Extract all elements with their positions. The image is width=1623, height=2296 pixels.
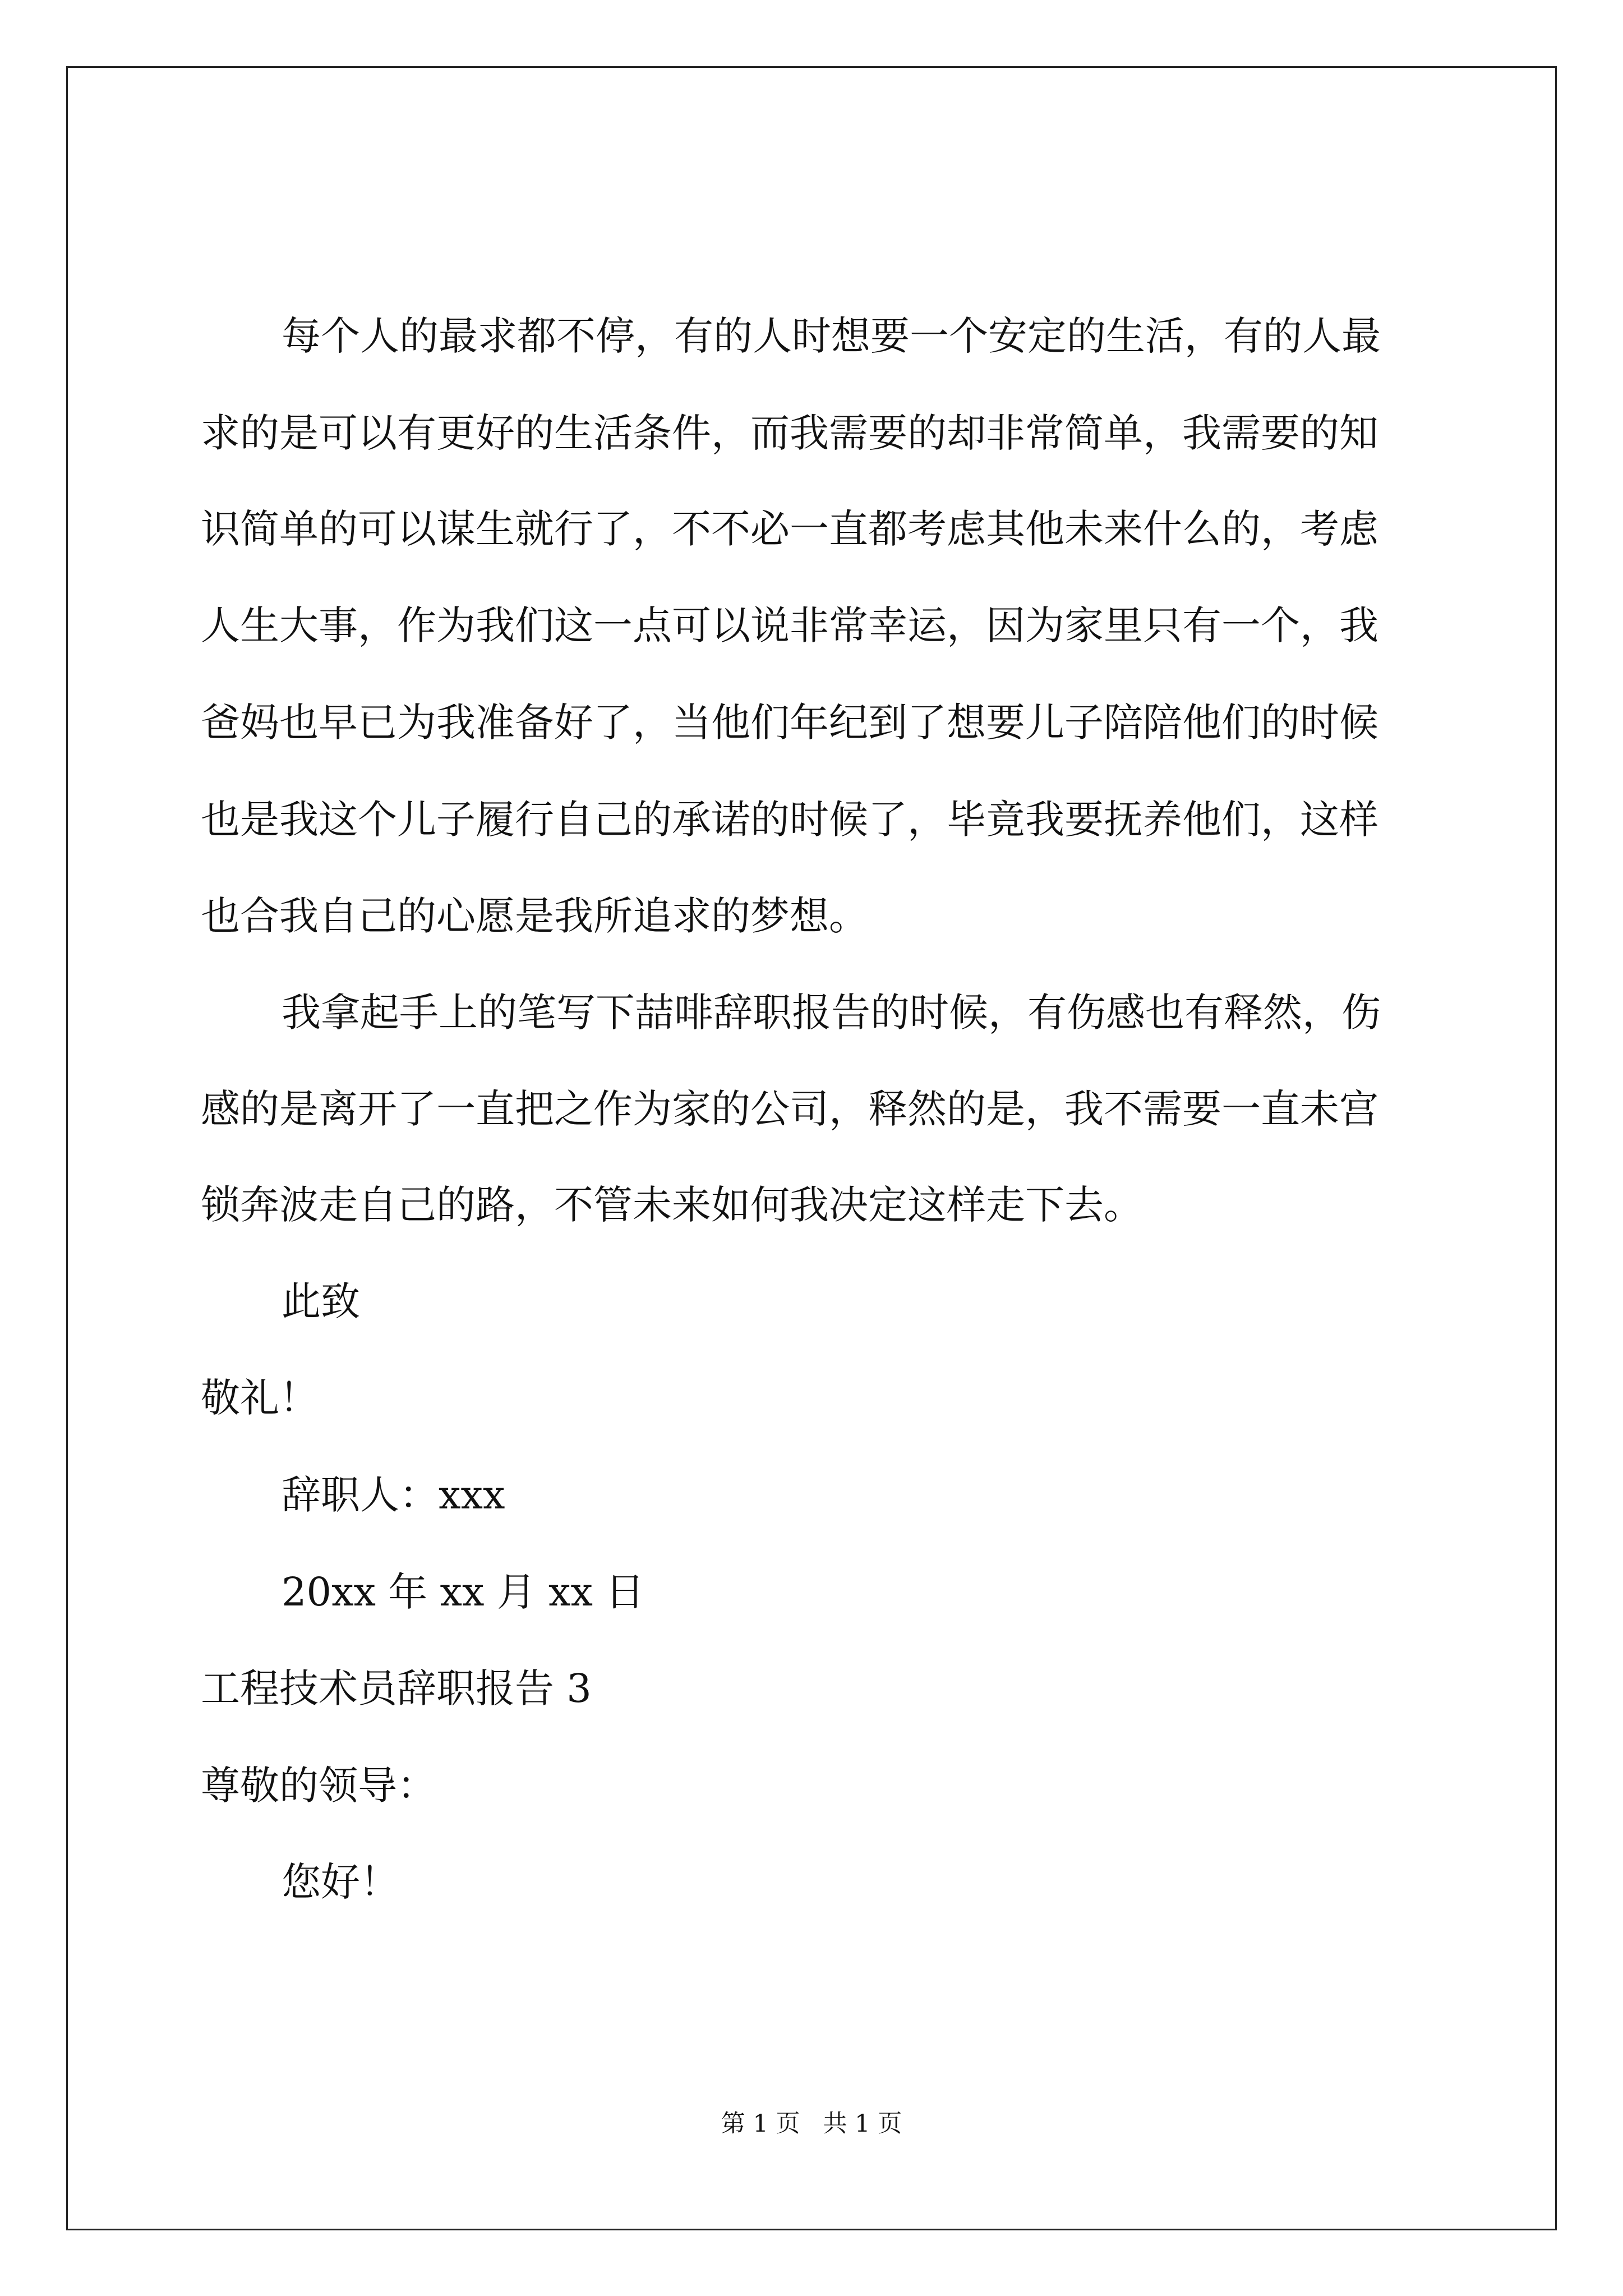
paragraph-line: 也合我自己的心愿是我所追求的梦想。 <box>201 893 868 939</box>
greeting-recipient: 尊敬的领导： <box>201 1763 436 1809</box>
paragraph-line: 识简单的可以谋生就行了，不不必一直都考虑其他未来什么的，考虑 <box>201 506 1378 552</box>
paragraph-line: 感的是离开了一直把之作为家的公司，释然的是，我不需要一直未宫 <box>201 1086 1378 1132</box>
section-title: 工程技术员辞职报告 3 <box>201 1665 592 1711</box>
paragraph-line: 人生大事，作为我们这一点可以说非常幸运，因为家里只有一个，我 <box>201 602 1378 648</box>
signature-line: 辞职人：xxx <box>282 1472 505 1518</box>
paragraph-line: 求的是可以有更好的生活条件，而我需要的却非常简单，我需要的知 <box>201 410 1378 456</box>
date-line: 20xx 年 xx 月 xx 日 <box>282 1569 645 1615</box>
page-footer: 第 1 页 共 1 页 <box>721 2110 902 2138</box>
paragraph-line: 也是我这个儿子履行自己的承诺的时候了，毕竟我要抚养他们，这样 <box>201 797 1378 843</box>
closing-regards: 敬礼！ <box>201 1375 319 1421</box>
paragraph-line: 爸妈也早已为我准备好了，当他们年纪到了想要儿子陪陪他们的时候 <box>201 700 1378 746</box>
page-border <box>66 66 1557 2230</box>
greeting-line: 您好！ <box>282 1859 399 1905</box>
paragraph-line: 每个人的最求都不停，有的人时想要一个安定的生活，有的人最 <box>282 313 1381 359</box>
paragraph-line: 我拿起手上的笔写下喆啡辞职报告的时候，有伤感也有释然，伤 <box>282 990 1381 1036</box>
closing-salutation: 此致 <box>282 1278 360 1324</box>
paragraph-line: 锁奔波走自己的路，不管未来如何我决定这样走下去。 <box>201 1182 1143 1228</box>
